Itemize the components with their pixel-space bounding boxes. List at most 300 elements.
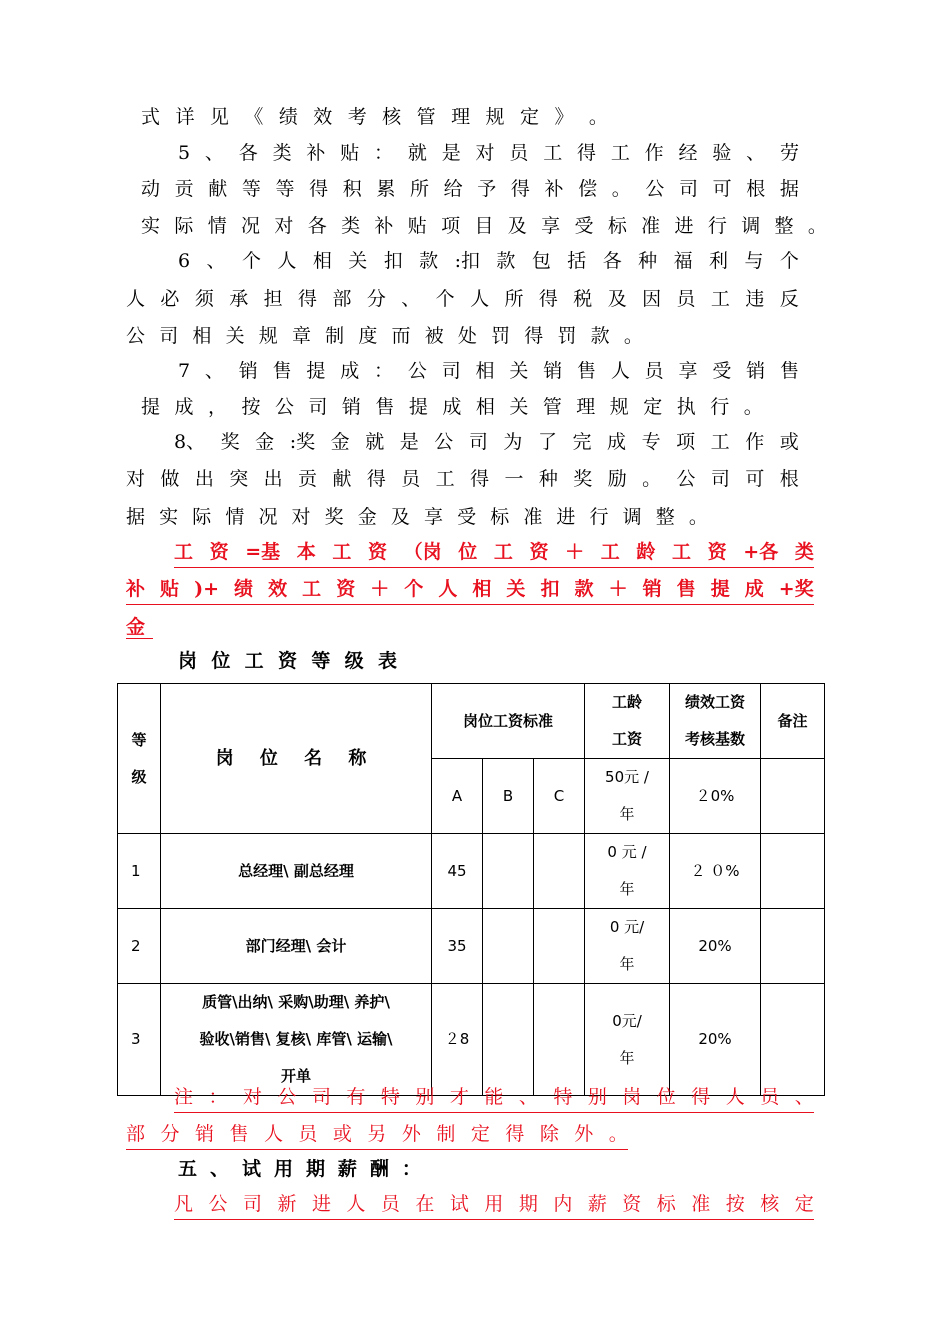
header-seniority-wage: 工龄 工资	[585, 684, 670, 759]
text-char: 相	[475, 396, 495, 418]
text-char: 情	[207, 215, 227, 237]
table-note-line	[126, 1116, 628, 1150]
text-char: 励	[607, 468, 627, 490]
text-char: 关	[348, 250, 368, 272]
text-char: 须	[194, 288, 214, 310]
text-char: 定	[470, 1123, 490, 1145]
text-char: 相	[475, 360, 495, 382]
text-char: 作	[745, 431, 765, 453]
text-char: 位	[458, 541, 478, 563]
text-char: 相	[312, 250, 332, 272]
text-char: 公	[676, 468, 696, 490]
text-char: 《	[244, 106, 264, 128]
text-char: 因	[642, 288, 662, 310]
text-char: 工	[435, 468, 455, 490]
text-char: 。	[807, 215, 827, 237]
text-char: 被	[424, 325, 444, 347]
text-line	[141, 389, 763, 425]
text-char: 新	[277, 1193, 297, 1215]
text-char: 员	[644, 360, 664, 382]
text-char: 理	[451, 106, 471, 128]
probation-line	[174, 1186, 814, 1220]
text-char: 成	[744, 578, 764, 600]
grade-cell: 2	[118, 909, 161, 984]
salary-formula-line	[126, 571, 814, 605]
text-char: 提	[408, 396, 428, 418]
text-char: 所	[504, 288, 524, 310]
text-char: 司	[308, 396, 328, 418]
text-char: 突	[229, 468, 249, 490]
text-line	[126, 318, 643, 354]
text-char: 定	[643, 396, 663, 418]
text-char: 整	[774, 215, 794, 237]
text-char: 据	[779, 178, 799, 200]
text-char: 金	[255, 431, 275, 453]
text-char: 人	[610, 360, 630, 382]
text-char: 就	[407, 142, 427, 164]
text-char: 目	[474, 215, 494, 237]
text-char: 实	[141, 215, 161, 237]
text-char: 员	[676, 288, 696, 310]
text-char: 种	[638, 250, 658, 272]
text-char: 管	[542, 396, 562, 418]
text-char: 、	[746, 142, 766, 164]
text-char: 部	[332, 288, 352, 310]
text-char: 个	[404, 578, 424, 600]
text-char: 人	[277, 250, 297, 272]
table-title	[178, 643, 397, 679]
text-char: 根	[746, 178, 766, 200]
text-char: 销	[194, 1123, 214, 1145]
text-char: 进	[311, 1193, 331, 1215]
text-char: ：	[374, 142, 394, 164]
text-char: 期	[305, 1158, 325, 1180]
text-char: 对	[126, 468, 146, 490]
text-char: 受	[457, 506, 477, 528]
text-char: 另	[367, 1123, 387, 1145]
post-wage-grade-table	[117, 683, 825, 1096]
text-char: 处	[457, 325, 477, 347]
text-char: 8、	[174, 431, 206, 453]
text-char: 提	[306, 360, 326, 382]
text-char: 关	[506, 578, 526, 600]
text-char: 际	[192, 506, 212, 528]
text-char: 款	[496, 250, 516, 272]
text-char: 7	[178, 360, 191, 382]
text-char: 据	[126, 506, 146, 528]
performance-cell: 20%	[670, 909, 761, 984]
text-char: 金	[330, 431, 350, 453]
text-line	[126, 499, 708, 535]
text-char: 得	[470, 468, 490, 490]
text-char: 本	[296, 541, 316, 563]
text-char: 。	[611, 178, 631, 200]
text-char: 资	[368, 541, 388, 563]
text-char: 薪	[337, 1158, 357, 1180]
text-char: 成	[442, 396, 462, 418]
text-char: 献	[332, 468, 352, 490]
text-char: 享	[423, 506, 443, 528]
text-char: 度	[358, 325, 378, 347]
text-char: 式	[141, 106, 161, 128]
text-char: 位	[656, 1086, 676, 1108]
text-char: 提	[141, 396, 161, 418]
text-char: +各	[743, 541, 779, 563]
text-char: 根	[779, 468, 799, 490]
text-char: 公	[208, 1193, 228, 1215]
text-char: 、	[204, 360, 224, 382]
text-char: 按	[241, 396, 261, 418]
text-char: 补	[374, 215, 394, 237]
text-char: 款	[574, 578, 594, 600]
post-name-cell: 部门经理\ 会计	[161, 909, 432, 984]
text-char: 动	[141, 178, 161, 200]
text-char: 贡	[174, 178, 194, 200]
text-line	[178, 243, 799, 279]
text-char: 外	[574, 1123, 594, 1145]
text-char: 类	[794, 541, 814, 563]
text-char: 核	[760, 1193, 780, 1215]
text-char: 得	[510, 178, 530, 200]
text-char: 括	[567, 250, 587, 272]
text-char: 在	[415, 1193, 435, 1215]
text-char: 准	[523, 506, 543, 528]
text-char: 见	[209, 106, 229, 128]
text-char: 公	[434, 431, 454, 453]
text-char: 必	[160, 288, 180, 310]
text-char: 验	[712, 142, 732, 164]
text-char: 工	[174, 541, 194, 563]
text-char: 核	[382, 106, 402, 128]
text-char: 表	[377, 650, 397, 672]
text-char: 享	[541, 215, 561, 237]
text-char: 款	[590, 325, 610, 347]
text-char: ＋	[608, 578, 628, 600]
text-char: 福	[673, 250, 693, 272]
text-char: 所	[410, 178, 430, 200]
table-row	[118, 909, 825, 984]
text-char: 关	[225, 325, 245, 347]
standard-c-cell	[534, 834, 585, 909]
text-char: 部	[126, 1123, 146, 1145]
text-char: 专	[641, 431, 661, 453]
text-char: 资	[622, 1193, 642, 1215]
section-heading	[178, 1151, 421, 1187]
text-char: 行	[707, 215, 727, 237]
text-char: 规	[485, 106, 505, 128]
text-char: 》	[554, 106, 574, 128]
text-char: 绩	[234, 578, 254, 600]
text-char: 种	[538, 468, 558, 490]
text-line	[126, 461, 799, 497]
text-char: 金	[357, 506, 377, 528]
text-char: 对	[274, 215, 294, 237]
text-char: 、	[794, 1086, 814, 1108]
text-char: 公	[126, 325, 146, 347]
text-char: 个	[241, 250, 261, 272]
text-char: 关	[509, 396, 529, 418]
text-line	[141, 171, 799, 207]
text-char: 享	[678, 360, 698, 382]
text-char: 工	[672, 541, 692, 563]
text-char: 位	[211, 650, 231, 672]
text-char: 工	[600, 541, 620, 563]
text-char: 与	[744, 250, 764, 272]
text-char: 五	[178, 1158, 198, 1180]
text-char: 理	[576, 396, 596, 418]
text-char: 。	[642, 468, 662, 490]
text-char: 期	[518, 1193, 538, 1215]
text-char: 各	[602, 250, 622, 272]
text-char: 况	[258, 506, 278, 528]
text-char: 补	[126, 578, 146, 600]
text-char: 司	[679, 178, 699, 200]
text-char: 。	[588, 106, 608, 128]
text-char: 效	[313, 106, 333, 128]
text-char: 售	[375, 396, 395, 418]
text-char: 售	[272, 360, 292, 382]
text-char: 人	[346, 1193, 366, 1215]
text-char: 管	[416, 106, 436, 128]
text-char: 注	[174, 1086, 194, 1108]
text-char: 资	[336, 578, 356, 600]
text-char: 对	[291, 506, 311, 528]
text-char: 类	[272, 142, 292, 164]
text-char: 款	[419, 250, 439, 272]
text-char: 献	[208, 178, 228, 200]
text-char: 。	[623, 325, 643, 347]
text-char: 员	[401, 468, 421, 490]
header-col-a: A	[432, 759, 483, 834]
text-char: 内	[553, 1193, 573, 1215]
text-char: 及	[607, 288, 627, 310]
text-char: 行	[710, 396, 730, 418]
text-char: +奖	[778, 578, 814, 600]
text-char: 销	[238, 360, 258, 382]
text-char: 。	[688, 506, 708, 528]
text-char: 整	[655, 506, 675, 528]
text-char: 销	[341, 396, 361, 418]
text-char: 给	[443, 178, 463, 200]
text-char: 5	[178, 142, 191, 164]
text-char: 标	[490, 506, 510, 528]
text-char: 、	[204, 142, 224, 164]
text-char: )+	[194, 578, 220, 600]
standard-a-cell: ２8	[432, 984, 483, 1096]
text-char: 各	[307, 215, 327, 237]
performance-cell: 20%	[670, 984, 761, 1096]
header-performance-base: 绩效工资 考核基数	[670, 684, 761, 759]
text-char: 利	[709, 250, 729, 272]
text-char: 岗	[178, 650, 198, 672]
text-char: 等	[311, 650, 331, 672]
text-char: ＋	[370, 578, 390, 600]
text-char: 罚	[491, 325, 511, 347]
salary-formula-line	[174, 534, 814, 568]
text-char: 成	[174, 396, 194, 418]
text-char: 为	[503, 431, 523, 453]
standard-b-cell	[483, 909, 534, 984]
text-char: 特	[553, 1086, 573, 1108]
text-char: 是	[441, 142, 461, 164]
text-char: 是	[399, 431, 419, 453]
text-char: 人	[263, 1123, 283, 1145]
text-char: 、	[209, 1158, 229, 1180]
text-char: 项	[676, 431, 696, 453]
performance-cell: ２ ０%	[670, 834, 761, 909]
text-char: 或	[332, 1123, 352, 1145]
text-char: 效	[268, 578, 288, 600]
text-line	[126, 281, 799, 317]
text-char: 出	[194, 468, 214, 490]
text-char: 公	[407, 360, 427, 382]
text-char: 工	[710, 431, 730, 453]
text-char: 公	[277, 1086, 297, 1108]
text-char: 扣	[383, 250, 403, 272]
text-char: 反	[779, 288, 799, 310]
text-char: 能	[484, 1086, 504, 1108]
text-char: 补	[306, 142, 326, 164]
text-char: 资	[277, 650, 297, 672]
text-char: 积	[342, 178, 362, 200]
text-char: 别	[415, 1086, 435, 1108]
salary-formula-line	[126, 609, 153, 639]
text-char: 工	[493, 541, 513, 563]
text-char: 及	[507, 215, 527, 237]
text-char: 、	[206, 250, 226, 272]
text-char: 违	[745, 288, 765, 310]
text-char: 制	[325, 325, 345, 347]
text-char: 外	[401, 1123, 421, 1145]
standard-b-cell	[483, 834, 534, 909]
grade-cell: 1	[118, 834, 161, 909]
text-char: 资	[707, 541, 727, 563]
text-char: 累	[376, 178, 396, 200]
header-col-c: C	[534, 759, 585, 834]
text-char: 标	[607, 215, 627, 237]
text-char: :奖	[289, 431, 316, 453]
text-char: 对	[475, 142, 495, 164]
text-char: 。	[608, 1123, 628, 1145]
text-char: 得	[524, 325, 544, 347]
text-char: 公	[274, 396, 294, 418]
text-char: 司	[311, 1086, 331, 1108]
text-char: 了	[537, 431, 557, 453]
text-char: 作	[644, 142, 664, 164]
text-char: 工	[332, 541, 352, 563]
text-char: 得	[298, 288, 318, 310]
text-char: 司	[468, 431, 488, 453]
standard-c-cell	[534, 909, 585, 984]
text-char: 奖	[324, 506, 344, 528]
text-char: 考	[347, 106, 367, 128]
text-char: 包	[531, 250, 551, 272]
text-char: 相	[192, 325, 212, 347]
text-char: 调	[741, 215, 761, 237]
text-char: 各	[238, 142, 258, 164]
text-char: 有	[346, 1086, 366, 1108]
text-char: 偿	[578, 178, 598, 200]
text-char: 执	[676, 396, 696, 418]
text-char: 个	[779, 250, 799, 272]
text-char: 对	[242, 1086, 262, 1108]
text-char: 得	[691, 1086, 711, 1108]
text-char: 况	[241, 215, 261, 237]
text-char: 关	[509, 360, 529, 382]
text-char: 员	[509, 142, 529, 164]
header-remark: 备注	[761, 684, 825, 759]
text-char: 定	[519, 106, 539, 128]
text-line	[178, 135, 799, 171]
text-char: 6	[178, 250, 191, 272]
text-char: 补	[544, 178, 564, 200]
remark-cell	[761, 834, 825, 909]
text-char: ：	[208, 1086, 228, 1108]
text-char: （岗	[403, 541, 442, 563]
text-char: 、	[518, 1086, 538, 1108]
text-char: ＋	[565, 541, 585, 563]
remark-cell	[761, 909, 825, 984]
text-char: 售	[779, 360, 799, 382]
text-line	[141, 208, 827, 244]
performance-value: ２0%	[670, 759, 761, 834]
text-char: 个	[435, 288, 455, 310]
text-char: 实	[159, 506, 179, 528]
text-char: 相	[472, 578, 492, 600]
text-char: 得	[505, 1123, 525, 1145]
text-char: 贴	[407, 215, 427, 237]
text-char: 销	[746, 360, 766, 382]
text-char: 用	[484, 1193, 504, 1215]
text-char: 销	[543, 360, 563, 382]
text-char: 龄	[636, 541, 656, 563]
remark-cell	[761, 759, 825, 834]
header-grade: 等 级	[118, 684, 161, 834]
text-char: 税	[573, 288, 593, 310]
text-char: 贡	[298, 468, 318, 490]
text-char: 。	[743, 396, 763, 418]
text-char: 及	[390, 506, 410, 528]
text-char: 员	[298, 1123, 318, 1145]
text-char: 定	[794, 1193, 814, 1215]
text-char: 酬	[369, 1158, 389, 1180]
text-char: 特	[380, 1086, 400, 1108]
text-char: 准	[691, 1193, 711, 1215]
text-char: 工	[610, 142, 630, 164]
text-char: 完	[572, 431, 592, 453]
text-char: 别	[587, 1086, 607, 1108]
text-char: 贴	[160, 578, 180, 600]
text-char: 罚	[557, 325, 577, 347]
text-char: 奖	[220, 431, 240, 453]
text-char: 行	[589, 506, 609, 528]
text-char: 奖	[573, 468, 593, 490]
text-char: 工	[710, 288, 730, 310]
text-line	[174, 424, 799, 460]
text-char: 除	[539, 1123, 559, 1145]
text-char: 岗	[622, 1086, 642, 1108]
text-char: 薪	[587, 1193, 607, 1215]
text-char: 级	[344, 650, 364, 672]
text-char: 工	[302, 578, 322, 600]
seniority-value: 50元 / 年	[585, 759, 670, 834]
text-char: 成	[607, 431, 627, 453]
text-char: 可	[712, 178, 732, 200]
text-char: 标	[656, 1193, 676, 1215]
text-char: ：	[401, 1158, 421, 1180]
text-char: 劳	[779, 142, 799, 164]
text-char: 情	[225, 506, 245, 528]
